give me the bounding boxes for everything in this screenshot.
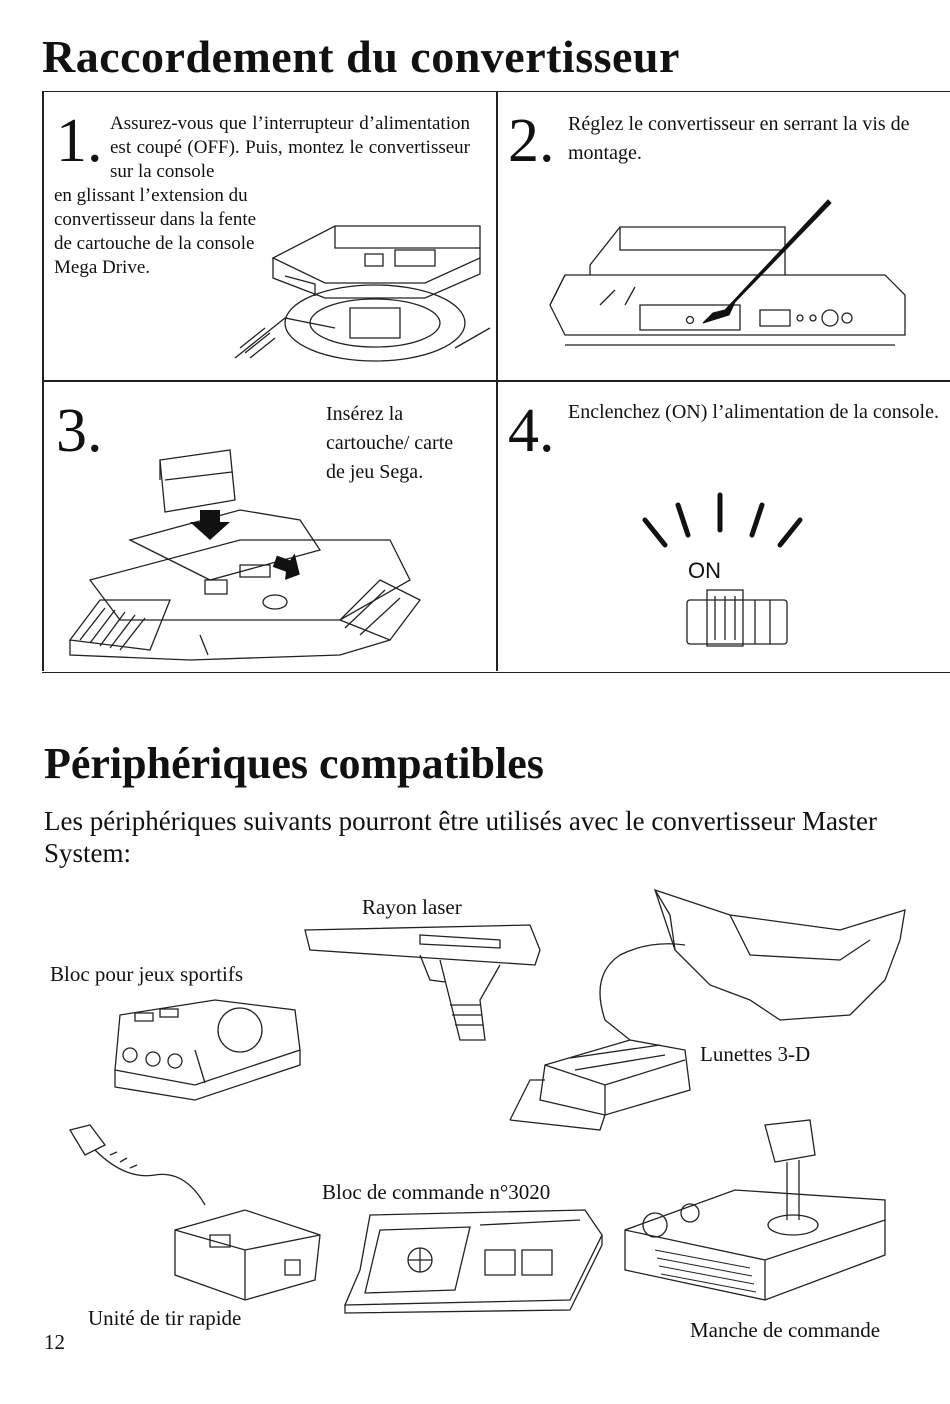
converter-mount-illustration — [225, 188, 495, 373]
screw-adjust-illustration — [545, 195, 915, 360]
label-control-pad: Bloc de commande n°3020 — [322, 1180, 551, 1204]
step-1-text-bottom: en glissant l’extension du convertisseur dans la fente de cartouche de la console Mega Drive. — [54, 185, 257, 278]
step-1-number: 1. — [56, 107, 103, 175]
label-rapid-fire: Unité de tir rapide — [88, 1306, 242, 1330]
label-joystick: Manche de commande — [690, 1318, 881, 1342]
section-title-peripherals: Périphériques compatibles — [44, 739, 544, 788]
control-pad-illustration — [340, 1205, 605, 1315]
page-number: 12 — [44, 1330, 65, 1354]
light-gun-illustration — [300, 910, 545, 1050]
label-sports-pad: Bloc pour jeux sportifs — [50, 962, 244, 986]
switch-on-label: ON — [688, 558, 721, 583]
sports-pad-illustration — [105, 995, 305, 1100]
step-1-text-top: Assurez-vous que l’interrupteur d’alimentation est coupé (OFF). Puis, montez le convertisseur sur la console — [110, 113, 470, 182]
label-light-gun: Rayon laser — [362, 895, 462, 919]
step-2-number: 2. — [508, 107, 555, 175]
grid-middle-divider — [42, 380, 950, 382]
step-4-number: 4. — [508, 397, 555, 465]
power-flash-lines-icon — [640, 490, 810, 560]
cartridge-insert-illustration — [60, 440, 480, 665]
joystick-illustration — [615, 1110, 895, 1310]
rapid-fire-unit-illustration — [65, 1120, 330, 1300]
glasses-3d-illustration — [510, 880, 910, 1130]
step-3-text: Insérez la cartouche/ carte de jeu Sega. — [326, 403, 454, 483]
step-4-text: Enclenchez (ON) l’alimentation de la console. — [568, 401, 939, 423]
step-2-text: Réglez le convertisseur en serrant la vis de montage. — [568, 113, 910, 164]
section-title-connection: Raccordement du convertisseur — [42, 31, 680, 82]
step-3-number: 3. — [56, 397, 103, 465]
power-switch-icon — [685, 588, 795, 650]
peripherals-intro: Les périphériques suivants pourront être utilisés avec le convertisseur Master System: — [44, 806, 877, 868]
label-3d-glasses: Lunettes 3-D — [700, 1042, 811, 1066]
